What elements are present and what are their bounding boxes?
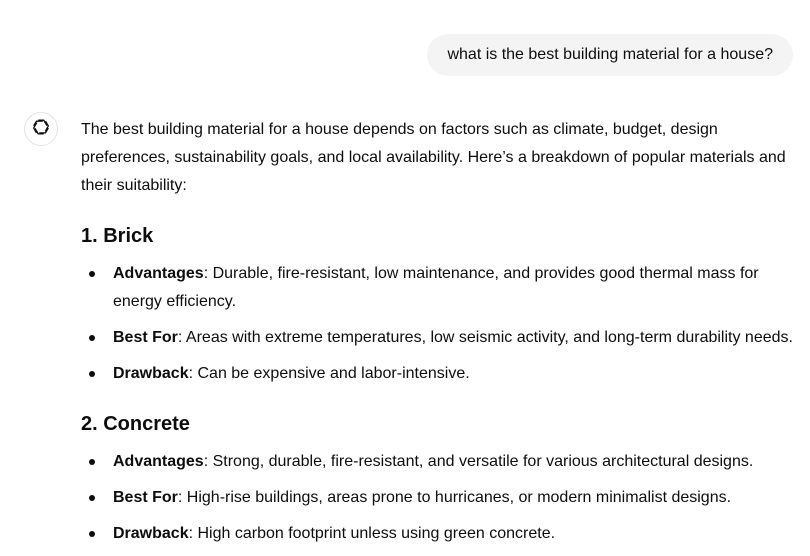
bullet-list <box>81 448 801 548</box>
item-text: : Can be expensive and labor-intensive. <box>188 365 470 382</box>
list-item <box>81 448 801 476</box>
bullet-icon <box>89 459 95 465</box>
bullet-icon <box>89 495 95 501</box>
item-label: Drawback <box>113 365 189 382</box>
section-title: 1. Brick <box>81 225 154 247</box>
bullet-list <box>81 260 801 388</box>
section-title: 2. Concrete <box>81 413 190 435</box>
bullet-icon <box>89 335 95 341</box>
list-item <box>81 484 801 512</box>
item-label: Best For <box>113 329 178 346</box>
bullet-icon <box>89 371 95 377</box>
item-label: Drawback <box>113 525 189 542</box>
item-label: Advantages <box>113 453 204 470</box>
item-label: Best For <box>113 489 178 506</box>
assistant-response <box>81 116 801 556</box>
assistant-avatar <box>24 112 58 146</box>
section-concrete <box>81 410 801 548</box>
user-message-text: what is the best building material for a house? <box>447 46 773 63</box>
list-item <box>81 360 801 388</box>
response-intro: The best building material for a house depends on factors such as climate, budget, design preferences, sustainability goals, and local availability. Here’s a breakdown of popular materials and their suitability: <box>81 121 786 194</box>
user-message-bubble <box>427 34 793 76</box>
bullet-icon <box>89 271 95 277</box>
item-text: : Strong, durable, fire-resistant, and versatile for various architectural designs. <box>203 453 754 470</box>
item-text: : Durable, fire-resistant, low maintenance, and provides good thermal mass for energy efficiency. <box>113 265 759 310</box>
list-item <box>81 324 801 352</box>
item-text: : High carbon footprint unless using green concrete. <box>188 525 556 542</box>
bullet-icon <box>89 531 95 537</box>
item-text: : Areas with extreme temperatures, low seismic activity, and long-term durability needs. <box>177 329 793 346</box>
openai-logo-icon <box>30 116 52 143</box>
list-item <box>81 260 801 316</box>
section-brick <box>81 222 801 388</box>
item-label: Advantages <box>113 265 204 282</box>
item-text: : High-rise buildings, areas prone to hurricanes, or modern minimalist designs. <box>177 489 732 506</box>
list-item <box>81 520 801 548</box>
